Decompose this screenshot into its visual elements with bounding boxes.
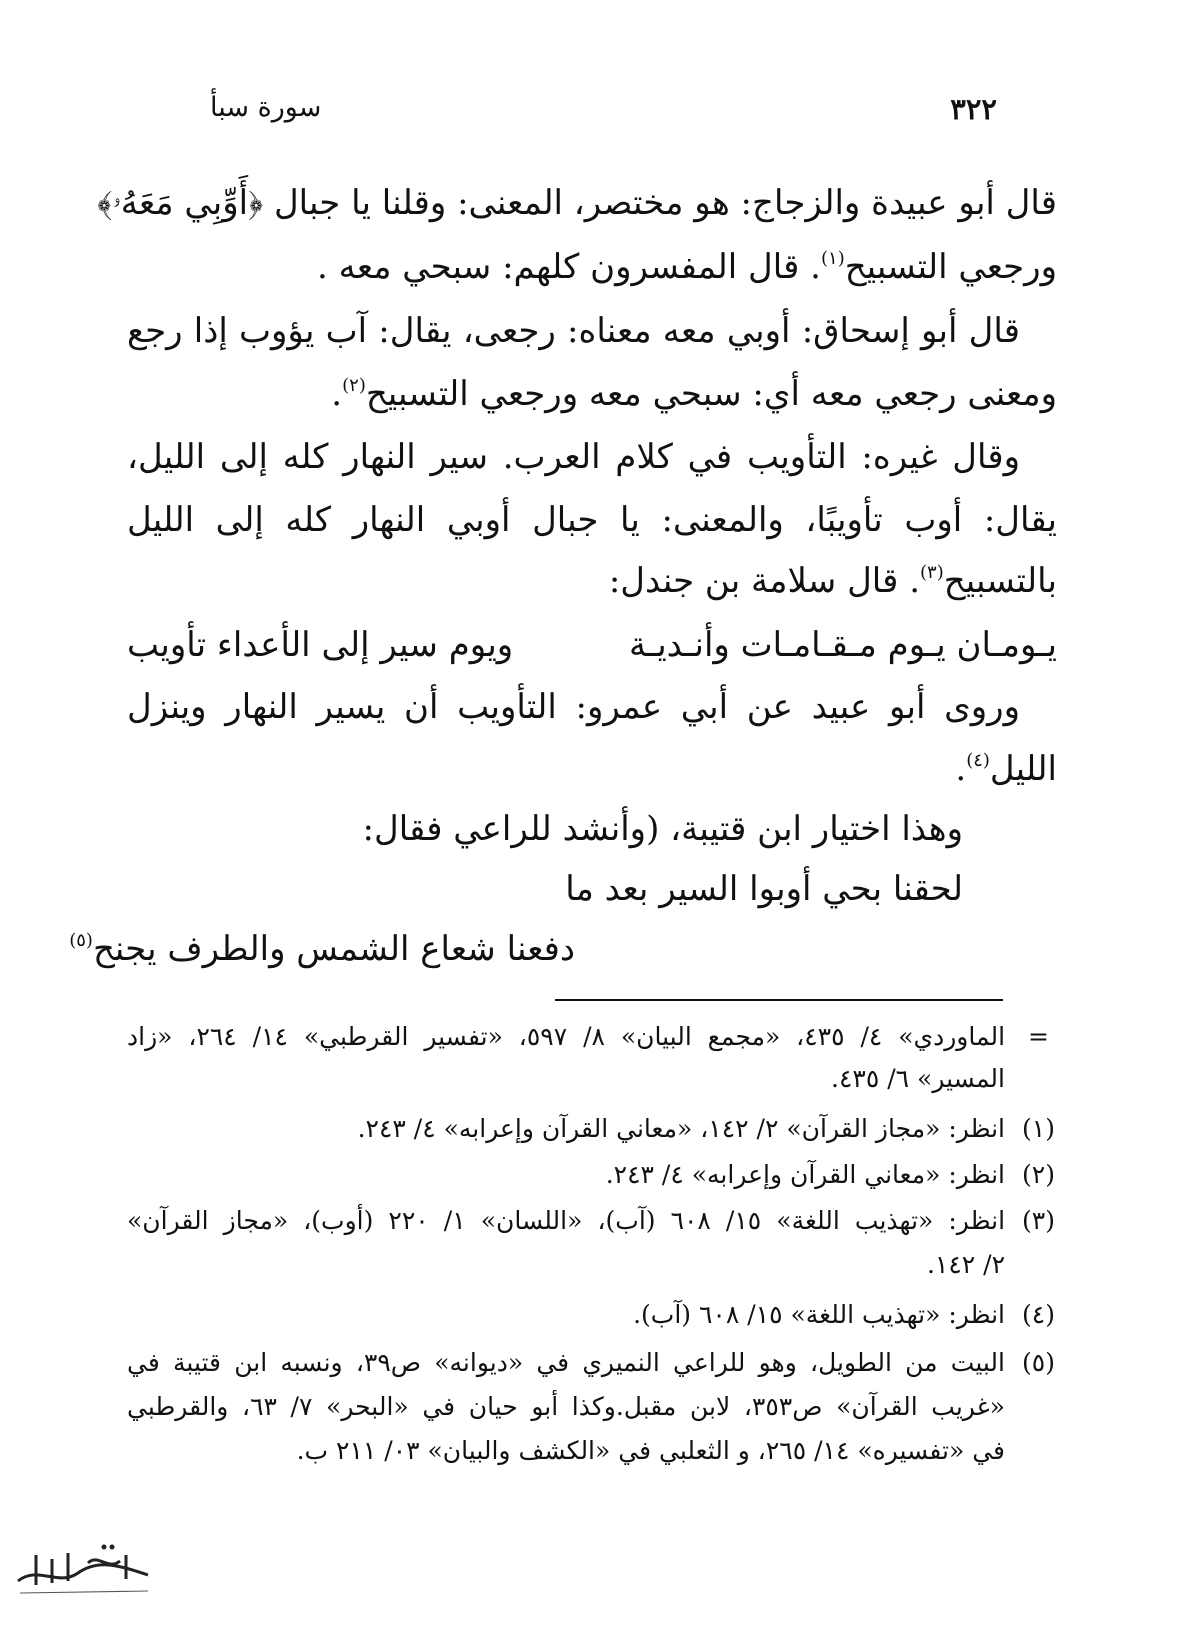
body-line-5: وقال غيره: التأويب في كلام العرب. سير النهار كله إلى الليل، (127, 437, 1020, 477)
verse-1-hemistich-2: ويوم سير إلى الأعداء تأويب (127, 625, 514, 665)
footnote-ref-5: (٥) (69, 930, 93, 951)
footnote-4-number: (٤) (1022, 1300, 1055, 1329)
footnote-5-line-2: «غريب القرآن» ص٣٥٣، لابن مقبل.وكذا أبو حيان في «البحر» ٧/ ٦٣، والقرطبي (127, 1392, 1005, 1421)
body-line-10 (955, 749, 1057, 789)
verse-2-hemistich-1: لحقنا بحي أوبوا السير بعد ما (565, 869, 963, 909)
verse-2-hemistich-2 (69, 929, 575, 969)
footnote-continuation-mark: = (1028, 1022, 1049, 1051)
text-run: بالتسبيح (943, 561, 1057, 601)
footnote-5-line-1: البيت من الطويل، وهو للراعي النميري في «ديوانه» ص٣٩، ونسبه ابن قتيبة في (127, 1348, 1005, 1377)
body-line-4 (331, 374, 1057, 414)
footnote-2-text: انظر: «معاني القرآن وإعرابه» ٤/ ٢٤٣. (605, 1160, 1005, 1189)
text-run: الليل (989, 749, 1057, 789)
body-line-7 (608, 561, 1057, 601)
text-run: . قال سلامة بن جندل: (608, 561, 921, 601)
text-run: . (955, 749, 967, 789)
footnote-continuation-line-2: المسير» ٦/ ٤٣٥. (831, 1064, 1005, 1093)
footnote-2-number: (٢) (1022, 1160, 1055, 1189)
body-line-6: يقال: أوب تأويبًا، والمعنى: يا جبال أوبي النهار كله إلى الليل (127, 500, 1057, 540)
body-line-1: قال أبو عبيدة والزجاج: هو مختصر، المعنى: وقلنا يا جبال ﴿أَوِّبِي مَعَهُۥ﴾ (97, 183, 1057, 223)
footnote-3-line-2: ٢/ ١٤٢. (926, 1250, 1005, 1279)
verse-1 (127, 625, 1057, 665)
footnote-3-line-1: انظر: «تهذيب اللغة» ١٥/ ٦٠٨ (آب)، «اللسان» ١/ ٢٢٠ (أوب)، «مجاز القرآن» (127, 1206, 1006, 1235)
footnote-ref-3: (٣) (920, 562, 944, 583)
body-line-9: وروى أبو عبيد عن أبي عمرو: التأويب أن يسير النهار وينزل (127, 687, 1020, 727)
footnote-4-text: انظر: «تهذيب اللغة» ١٥/ ٦٠٨ (آب). (633, 1300, 1005, 1329)
footnote-5-line-3: في «تفسيره» ١٤/ ٢٦٥، و الثعلبي في «الكشف والبيان» ٠٣/ ٢١١ ب. (296, 1436, 1005, 1465)
text-run: دفعنا شعاع الشمس والطرف يجنح (92, 929, 575, 969)
footnote-divider (555, 999, 1003, 1001)
footnote-1-number: (١) (1022, 1114, 1055, 1143)
verse-1-hemistich-1: يـومـان يـوم مـقـامـات وأنـديـة (629, 625, 1057, 665)
footnote-continuation-line-1: الماوردي» ٤/ ٤٣٥، «مجمع البيان» ٨/ ٥٩٧، «تفسير القرطبي» ١٤/ ٢٦٤، «زاد (127, 1022, 1006, 1051)
text-run: ورجعي التسبيح (844, 247, 1057, 287)
footnote-5-number: (٥) (1022, 1348, 1055, 1377)
library-stamp-logo (8, 1535, 158, 1605)
body-line-11: وهذا اختيار ابن قتيبة، (وأنشد للراعي فقال: (362, 809, 963, 849)
body-line-2 (316, 247, 1057, 287)
page-number: ٣٢٢ (950, 92, 997, 126)
footnote-ref-4: (٤) (966, 750, 990, 771)
text-run: . قال المفسرون كلهم: سبحي معه . (316, 247, 821, 287)
footnote-ref-2: (٢) (342, 375, 366, 396)
text-run: ومعنى رجعي معه أي: سبحي معه ورجعي التسبيح (365, 374, 1057, 414)
text-run: . (331, 374, 343, 414)
surah-title: سورة سبأ (210, 92, 322, 123)
footnote-3-number: (٣) (1022, 1206, 1055, 1235)
body-line-3: قال أبو إسحاق: أوبي معه معناه: رجعى، يقال: آب يؤوب إذا رجع (127, 311, 1020, 351)
footnote-1-text: انظر: «مجاز القرآن» ٢/ ١٤٢، «معاني القرآن وإعرابه» ٤/ ٢٤٣. (357, 1114, 1005, 1143)
footnote-ref-1: (١) (820, 248, 845, 269)
